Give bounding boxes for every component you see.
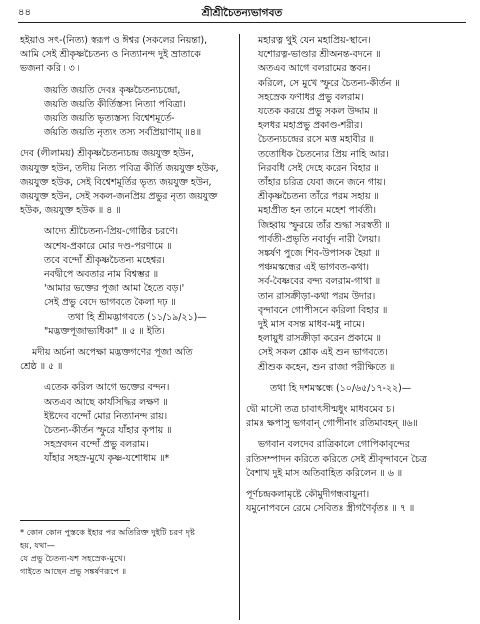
line-gap [20,218,234,225]
text-line: ভগবান বলদেব রাত্রিকালে গোপিকাবৃন্দের [258,439,410,451]
footnote-line: হয়, যথা— [20,540,55,550]
text-line: মহারত্ন থুই যেন মহাপ্রিয়-স্থানে। [258,35,371,46]
text-line: সেই সকল শ্লোক এই শুন ভাগবতে। [258,347,388,359]
text-line: যমুনোপবনে রেমে সেবিতঃ স্ত্রীগণৈর্বৃতঃ ॥ ৭ ॥ [246,503,415,515]
text-line: সেই প্রভু বেদে ভাগবতে কৈলা দঢ় ॥ [44,297,176,309]
text-line: ইষ্টদেব বন্দোঁ মোর নিত্যানন্দ রায়। [44,410,168,422]
text-line: দুই মাস বসন্ত মাধব-মধু নামে। [258,319,365,331]
text-line: যতেক করয়ে প্রভু সকল উদ্দাম ॥ [258,106,378,118]
text-line: "মদ্ভক্তপূজাভ্যধিকা" ॥ ৫ ॥ ইতি। [44,325,165,337]
text-line: জয়যুক্ত হউক, সেই বিশ্বেশমূর্তির ভৃত্য জয়যুক্ত হউন, [20,176,212,188]
text-line: পঞ্চমস্কন্ধের এই ভাগবত-কথা। [258,262,370,274]
text-line: দ্বৌ মাসৌ তত্র চাবাৎসীন্মধুং মাধবমেব চ। [246,404,395,416]
text-line: বৈশাখ দুই মাস অতিবাহিত করিলেন ॥ ৬ ॥ [246,467,403,479]
footnote-rule [20,520,130,521]
left-column [20,34,234,467]
text-line: রতিসম্পাদন করিতে করিতে সেই শ্রীবৃন্দাবনে চৈত্র [246,453,427,465]
text-line: অতএব আগে বলরামের স্তবন। [258,63,371,75]
text-line: জয়তি জয়তি ভৃত্যস্তস্য বিশ্বেশমূর্তে- [44,113,175,125]
text-line: করিলে, সে মুখে স্ফুরে চৈতন্য-কীর্তন ॥ [258,77,400,89]
text-line: জয়যুক্ত হউন, সেই সকল-জনপ্রিয় প্রভুর নৃত্য জয়যুক্ত [20,191,218,203]
line-gap [246,396,468,403]
text-line: মহাপ্রীত হন তানে মহেশ পার্বতী। [258,205,376,217]
text-line: তবে বন্দোঁ শ্রীকৃষ্ণচৈতন্য মহেশ্বর। [44,254,165,266]
text-line: জয়তি জয়তি দেবঃ কৃষ্ণচৈতন্যচন্দ্রো, [44,84,181,96]
text-line: বৃন্দাবনে গোপীসনে করিলা বিহার ॥ [258,304,388,316]
text-line: জয়তি জয়তি কীর্তিস্তস্য নিত্যা পবিত্রা। [44,98,186,110]
text-line: যশোরত্ন-ভাণ্ডার শ্রীঅনন্ত-বদনে ॥ [258,49,381,61]
text-line: পার্বতী-প্রভৃতি নবার্বুদ নারী লৈয়া। [258,233,381,245]
text-line: নিরবধি সেই দেহে করেন বিহার ॥ [258,162,379,174]
text-line: হলায়ুধ রাসক্রীড়া করেন প্রকামে ॥ [258,333,381,345]
text-line: তথা হি শ্রীমদ্ভাগবতে (১১/১৯/২১)— [68,311,207,323]
text-line: ভজনা করি ৷ ৩ ৷ [20,63,80,75]
right-column [246,34,468,517]
text-line: সঙ্কর্ষণ পুজে শিব-উপাসক হৈয়া ॥ [258,248,380,260]
text-line: সহস্রবদন বন্দোঁ প্রভু বলরাম। [44,439,149,451]
text-line: চৈতন্য-কীর্তন স্ফুরে যাঁহার কৃপায় ॥ [44,425,172,437]
text-line: তান রাসক্রীড়া-কথা পরম উদার। [258,290,376,302]
line-gap [246,481,468,488]
text-line: র্জয়তি জয়তি নৃত্যং তস্য সর্বপ্রিয়াণাম্ ॥৪॥ [44,127,202,139]
text-line: শ্রীশুক কহেন, শুন রাজা পরীক্ষিতে ॥ [258,361,395,373]
column-divider [239,34,240,620]
line-gap [246,431,468,438]
text-line: আদ্যে শ্রীচৈতন্য-প্রিয়-গোষ্ঠির চরণে। [44,226,178,238]
text-line: অতএব আছে কার্যসিদ্ধির লক্ষণ ॥ [44,396,168,408]
text-line: হউক, জয়যুক্ত হউক ॥ ৪ ॥ [20,205,121,217]
text-line: নবদ্বীপে অবতার নাম বিশ্বম্ভর ॥ [44,269,159,281]
line-gap [20,374,234,381]
text-line: ততোধিক চৈতন্যের প্রিয় নাহি আর। [258,148,389,160]
text-line: হইয়াও সৎ-(নিত্য) স্বরূপ ও ঈশ্বর (সকলের নিয়ন্তা), [20,35,208,46]
text-line: 'আমার ভক্তের পূজা আমা হৈতে বড়।' [44,283,185,295]
line-gap [20,339,234,346]
line-gap [20,140,234,147]
text-line: চৈতন্যচন্দ্রের রসে মত্ত মহাবীর ॥ [258,134,374,146]
page-header [18,6,466,23]
text-line: সহস্রেক ফণাধর প্রভু বলরাম। [258,91,364,103]
page-number: ৪৪ [18,7,31,18]
text-line: পূর্ণচন্দ্রকলামৃষ্টে কৌমুদীগন্ধবায়ুনা। [246,489,370,501]
footnote-line: গাইতে আছেন প্রভু সঙ্কর্ষণরূপে ॥ [20,566,127,576]
text-line: এতেক করিল আগে ভক্তের বন্দন। [44,382,170,394]
text-line: দেব (লীলাময়) শ্রীকৃষ্ণচৈতন্যচন্দ্র জয়যুক্ত হউন, [20,148,194,160]
text-line: সর্ব-বৈষ্ণবের বন্দ্য বলরাম-গাথা ॥ [258,276,381,288]
text-line: যাঁহার সহস্র-মুখে কৃষ্ণ-যশোধাম ॥* [44,453,170,465]
line-gap [20,77,234,84]
text-line: তাঁহার চরিত্র যেবা জনে জনে গায়। [258,177,386,189]
text-line: শ্রীকৃষ্ণচৈতন্য তাঁরে পরম সহায় ॥ [258,191,379,203]
footnote-line: * কোন কোন পুস্তকে ইহার পর অতিরিক্ত দুইটি চরণ দৃষ্ট [20,527,195,537]
running-title: শ্রীশ্রীচৈতন্যভাগবত [201,7,283,19]
text-line: জিহ্বায় স্ফুরয়ে তাঁর শুদ্ধা সরস্বতী ॥ [258,219,390,231]
text-line: জয়যুক্ত হউন, তদীয় নিত্য পবিত্র কীর্তি জয়যুক্ত হউক, [20,162,219,174]
footnote-line: যে প্রভু চৈতন্য-যশ সহস্রেক-মুখে। [20,553,126,563]
text-line: তথা হি দশমস্কন্ধে (১০/৬৫/১৭-২২)— [270,382,412,394]
text-line: মদীয় অর্চনা অপেক্ষা মদ্ভক্তগণের পূজা অতি [32,347,193,359]
text-line: রামঃ ক্ষপাসু ভগবান্‌ গোপীনাং রতিমাবহন্ ॥৬॥ [246,418,418,430]
text-line: শ্রেষ্ঠ ॥ ৫ ॥ [20,361,63,373]
text-line: আমি সেই শ্রীকৃষ্ণচৈতন্য ও নিত্যানন্দ দুই ভ্রাতাকে [20,49,201,61]
text-line: অশেষ-প্রকারে মোর দণ্ড-পরণামে ॥ [44,240,172,252]
footnote [20,526,234,578]
text-line: হলধর মহাপ্রভু প্রকাণ্ড-শরীর। [258,120,363,132]
line-gap [246,375,468,382]
